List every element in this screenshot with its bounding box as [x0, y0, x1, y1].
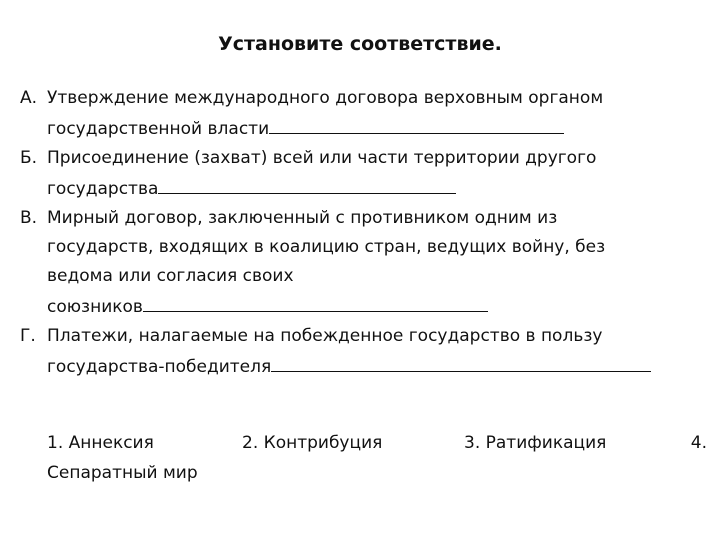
item-line: союзников	[47, 297, 143, 317]
item-line: Присоединение (захват) всей или части территории другого	[47, 148, 597, 168]
definition-item-b	[20, 144, 710, 204]
item-line: государств, входящих в коалицию стран, ведущих войну, без	[47, 237, 606, 257]
item-line: государства	[47, 179, 159, 199]
option-separate-peace-text: Сепаратный мир	[47, 463, 198, 483]
item-letter: В.	[20, 208, 38, 228]
option-annexation: 1. Аннексия	[47, 433, 154, 453]
item-line: Утверждение международного договора верховным органом	[47, 88, 604, 108]
option-contribution: 2. Контрибуция	[242, 433, 383, 453]
item-letter: Б.	[20, 148, 38, 168]
item-line-with-blank	[47, 351, 710, 382]
answer-blank[interactable]	[158, 173, 456, 194]
definition-item-v	[20, 204, 710, 322]
definition-item-g	[20, 322, 710, 382]
item-line: государства-победителя	[47, 357, 272, 377]
item-line-with-blank	[47, 113, 710, 144]
answer-blank[interactable]	[143, 291, 488, 312]
answer-options	[47, 428, 707, 488]
answer-blank[interactable]	[269, 113, 564, 134]
page-title: Установите соответствие.	[218, 33, 502, 55]
answer-blank[interactable]	[271, 351, 651, 372]
definitions-list	[20, 84, 710, 382]
item-line-with-blank	[47, 173, 710, 204]
item-line: Мирный договор, заключенный с противником одним из	[47, 208, 558, 228]
item-line-with-blank	[47, 291, 710, 322]
definition-item-a	[20, 84, 710, 144]
option-ratification: 3. Ратификация	[464, 433, 607, 453]
item-line: ведома или согласия своих	[47, 266, 294, 286]
item-letter: Г.	[20, 326, 36, 346]
option-separate-peace-number: 4.	[690, 433, 707, 453]
item-line: государственной власти	[47, 119, 270, 139]
item-line: Платежи, налагаемые на побежденное государство в пользу	[47, 326, 603, 346]
item-letter: А.	[20, 88, 38, 108]
